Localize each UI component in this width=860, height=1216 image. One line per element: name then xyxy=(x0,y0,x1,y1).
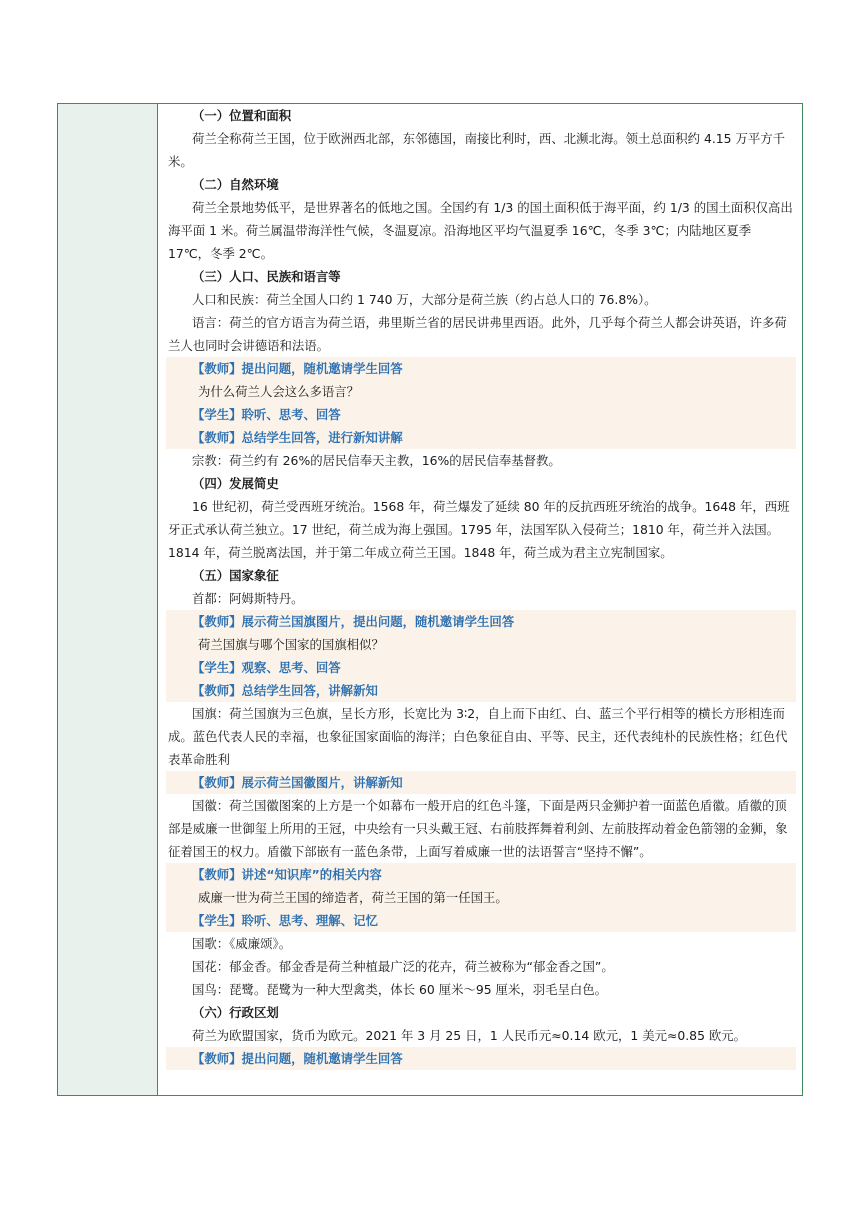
student-prompt: 【学生】聆听、思考、回答 xyxy=(166,403,796,426)
section-heading: （四）发展简史 xyxy=(192,476,279,491)
teacher-prompt: 【教师】提出问题，随机邀请学生回答 xyxy=(166,357,796,380)
paragraph: 荷兰全称荷兰王国，位于欧洲西北部，东邻德国，南接比利时，西、北濒北海。领土总面积约 4.15 万平方千米。 xyxy=(168,131,786,169)
teacher-prompt: 【教师】展示荷兰国旗图片，提出问题，随机邀请学生回答 xyxy=(166,610,796,633)
paragraph: 国徽：荷兰国徽图案的上方是一个如幕布一般开启的红色斗篷，下面是两只金狮护着一面蓝色盾徽。盾徽的顶部是威廉一世御玺上所用的王冠，中央绘有一只头戴王冠、右前肢挥舞着利剑、左前肢挥动着金色箭翎的金狮，象征着国王的权力。盾徽下部嵌有一蓝色条带，上面写着威廉一世的法语誓言“坚持不懈”。 xyxy=(168,798,788,859)
question: 荷兰国旗与哪个国家的国旗相似？ xyxy=(166,633,796,656)
teacher-prompt: 【教师】展示荷兰国徽图片，讲解新知 xyxy=(166,771,796,794)
teacher-prompt: 【教师】总结学生回答，进行新知讲解 xyxy=(166,426,796,449)
paragraph: 国歌：《威廉颂》。 xyxy=(192,936,292,951)
teacher-prompt: 【教师】讲述“知识库”的相关内容 xyxy=(166,863,796,886)
paragraph: 人口和民族：荷兰全国人口约 1 740 万，大部分是荷兰族（约占总人口的 76.8%）。 xyxy=(192,292,657,307)
section-heading: （六）行政区划 xyxy=(192,1005,279,1020)
paragraph: 宗教：荷兰约有 26%的居民信奉天主教，16%的居民信奉基督教。 xyxy=(192,453,561,468)
teacher-prompt: 【教师】总结学生回答，讲解新知 xyxy=(166,679,796,702)
paragraph: 国鸟：琵鹭。琵鹭为一种大型禽类，体长 60 厘米～95 厘米，羽毛呈白色。 xyxy=(192,982,608,997)
teacher-prompt: 【教师】提出问题，随机邀请学生回答 xyxy=(166,1047,796,1070)
paragraph: 国花：郁金香。郁金香是荷兰种植最广泛的花卉，荷兰被称为“郁金香之国”。 xyxy=(192,959,614,974)
paragraph: 语言：荷兰的官方语言为荷兰语，弗里斯兰省的居民讲弗里西语。此外，几乎每个荷兰人都会讲英语，许多荷兰人也同时会讲德语和法语。 xyxy=(168,315,787,353)
section-heading: （三）人口、民族和语言等 xyxy=(192,269,341,284)
paragraph: 荷兰为欧盟国家，货币为欧元。2021 年 3 月 25 日，1 人民币元≈0.14 欧元，1 美元≈0.85 欧元。 xyxy=(192,1028,747,1043)
student-prompt: 【学生】聆听、思考、理解、记忆 xyxy=(166,909,796,932)
content-cell xyxy=(168,104,796,1070)
paragraph: 国旗：荷兰国旗为三色旗，呈长方形，长宽比为 3∶2，自上而下由红、白、蓝三个平行相等的横长方形相连而成。蓝色代表人民的幸福，也象征国家面临的海洋；白色象征自由、平等、民主，还代表纯朴的民族性格；红色代表革命胜利 xyxy=(168,706,788,767)
paragraph: 16 世纪初，荷兰受西班牙统治。1568 年，荷兰爆发了延续 80 年的反抗西班牙统治的战争。1648 年，西班牙正式承认荷兰独立。17 世纪，荷兰成为海上强国。1795 年，法国军队入侵荷兰；1810 年，荷兰并入法国。1814 年，荷兰脱离法国，并于第二年成立荷兰王国。1848 年，荷兰成为君主立宪制国家。 xyxy=(168,499,790,560)
paragraph: 首都：阿姆斯特丹。 xyxy=(192,591,304,606)
left-column xyxy=(58,104,158,1095)
knowledge-note: 威廉一世为荷兰王国的缔造者，荷兰王国的第一任国王。 xyxy=(166,886,796,909)
lesson-table xyxy=(57,103,803,1096)
question: 为什么荷兰人会这么多语言？ xyxy=(166,380,796,403)
section-heading: （一）位置和面积 xyxy=(192,108,292,123)
section-heading: （二）自然环境 xyxy=(192,177,279,192)
paragraph: 荷兰全景地势低平，是世界著名的低地之国。全国约有 1/3 的国土面积低于海平面，约 1/3 的国土面积仅高出海平面 1 米。荷兰属温带海洋性气候，冬温夏凉。沿海地区平均气温夏季 16℃，冬季 3℃；内陆地区夏季 17℃，冬季 2℃。 xyxy=(168,200,793,261)
section-heading: （五）国家象征 xyxy=(192,568,279,583)
student-prompt: 【学生】观察、思考、回答 xyxy=(166,656,796,679)
